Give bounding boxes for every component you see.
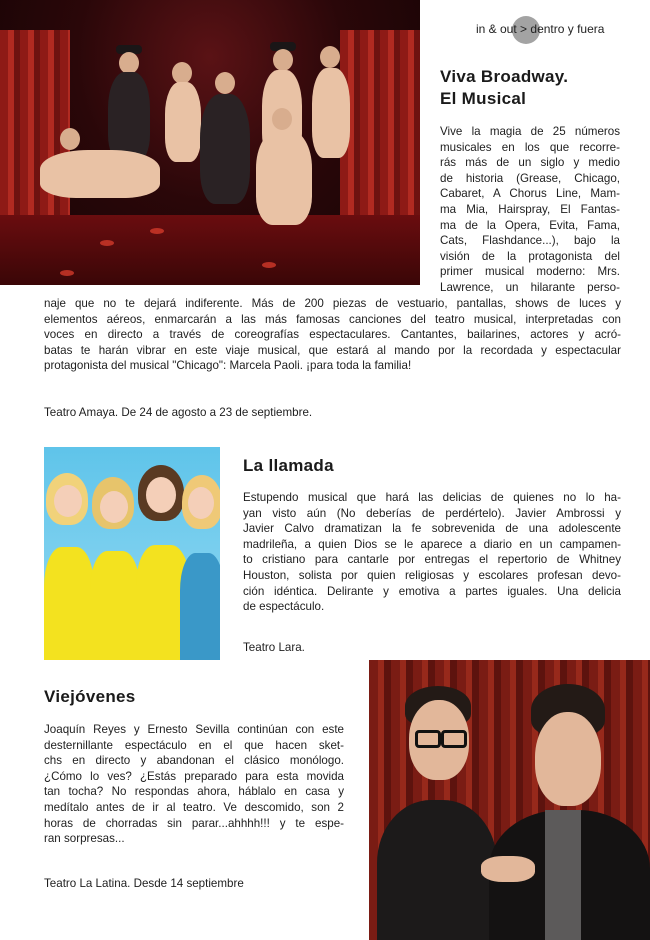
- text-line: Houston, solista por quien religiosas y escolares profesan devo-: [243, 568, 621, 582]
- broadway-stage-photo: [0, 0, 420, 285]
- text-line: chs en directo y abandonan el clásico monólogo.: [44, 754, 344, 768]
- text-line: visión de la protagonista del: [440, 249, 620, 263]
- text-line: madrileña, a quien Dios se le aparece a diario en un campamen-: [243, 537, 621, 551]
- text-line: ma de la Opera, Evita, Fama,: [440, 218, 620, 232]
- broadway-venue: Teatro Amaya. De 24 de agosto a 23 de septiembre.: [44, 406, 313, 419]
- viejovenes-title: Viejóvenes: [44, 687, 136, 706]
- viejovenes-venue: Teatro La Latina. Desde 14 septiembre: [44, 877, 244, 890]
- text-line: medítalo antes de ir al teatro. Ve descomido, son 2: [44, 800, 344, 814]
- text-line: batas te harán vibrar en este viaje musical, que estará al mando por la recordada y espectacular: [44, 343, 621, 357]
- text-line: primer musical moderno: Mrs.: [440, 265, 620, 279]
- text-line: to cristiano para cantarle por entregas el repertorio de Whitney: [243, 553, 621, 567]
- section-tag-primary: in & out: [476, 22, 517, 36]
- la-llamada-title: La llamada: [243, 456, 334, 475]
- text-line: ¿Cómo lo ves? ¿Estás preparado para esta movida: [44, 769, 344, 783]
- text-line: de espectáculo.: [243, 600, 325, 614]
- la-llamada-body: [243, 490, 621, 615]
- text-line: protagonista del musical "Chicago": Marcela Paoli. ¡para toda la familia!: [44, 359, 412, 373]
- text-line: ma Mia, Hairspray, El Fantas-: [440, 202, 620, 216]
- text-line: rás más de un siglo y medio: [440, 156, 620, 170]
- text-line: voces en directo a través de coreografías espectaculares. Cantantes, bailarines, actores y acró-: [44, 328, 621, 342]
- text-line: yan visto aún (No deberías de perdértelo). Javier Ambrossi y: [243, 506, 621, 520]
- viejovenes-body: [44, 722, 344, 847]
- la-llamada-photo: [44, 447, 220, 660]
- broadway-title-line2: El Musical: [440, 89, 527, 108]
- la-llamada-venue: Teatro Lara.: [243, 641, 305, 654]
- text-line: Joaquín Reyes y Ernesto Sevilla continúan con este: [44, 723, 344, 736]
- text-line: horas de chorradas sin parar...ahhhh!!! y te espe-: [44, 816, 344, 830]
- section-tag: [476, 22, 604, 36]
- text-line: Estupendo musical que hará las delicias de quienes no lo ha-: [243, 491, 621, 504]
- broadway-wide-text: [44, 296, 621, 374]
- text-line: naje que no te dejará indiferente. Más de 200 piezas de vestuario, pantallas, shows de luces y: [44, 297, 621, 310]
- broadway-column-text: [440, 124, 620, 296]
- text-line: Vive la magia de 25 números: [440, 125, 620, 138]
- text-line: tan tocha? No respondas ahora, háblalo en casa y: [44, 785, 344, 799]
- text-line: Cabaret, A Chorus Line, Mam-: [440, 187, 620, 201]
- text-line: ción idéntica. Delirante y emotiva a partes iguales. Una delicia: [243, 584, 621, 598]
- broadway-title-line1: Viva Broadway.: [440, 67, 569, 86]
- section-tag-secondary: > dentro y fuera: [520, 22, 605, 36]
- curtain-right: [340, 30, 420, 215]
- text-line: desternillante espectáculo en el que hacen sket-: [44, 738, 344, 752]
- text-line: ran sorpresas...: [44, 832, 125, 846]
- text-line: de historia (Grease, Chicago,: [440, 171, 620, 185]
- text-line: elementos aéreos, enmarcarán a las más famosas canciones del teatro musical, interpretadas con: [44, 312, 621, 326]
- text-line: Cats, Flashdance...), bajo la: [440, 234, 620, 248]
- viejovenes-photo: [369, 660, 650, 940]
- text-line: Javier Calvo dramatizan la fe sobrevenida de una adolescente: [243, 522, 621, 536]
- text-line: musicales en los que recorre-: [440, 140, 620, 154]
- text-line: Lawrence, un hilarante perso-: [440, 280, 620, 294]
